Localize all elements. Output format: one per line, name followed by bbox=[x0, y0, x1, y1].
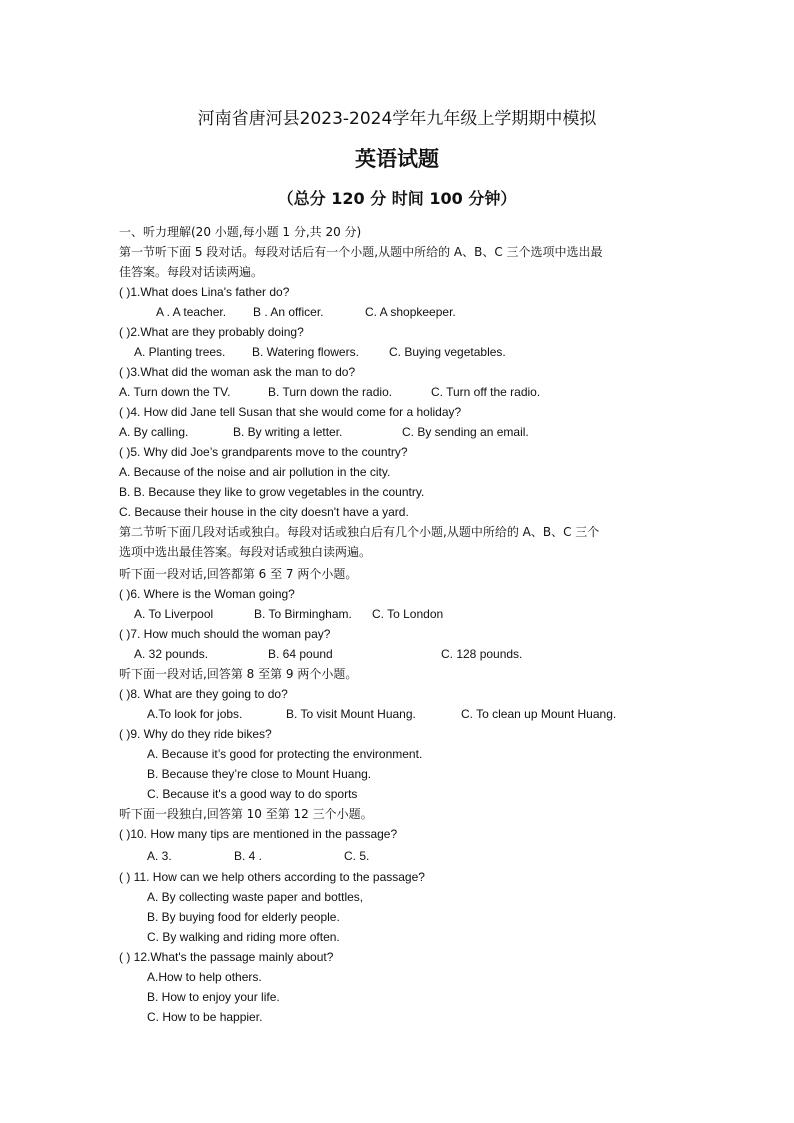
question-stem: ( )3.What did the woman ask the man to do? bbox=[119, 365, 356, 379]
option-a: A . A teacher. bbox=[156, 305, 227, 319]
option-b: B. Because they’re close to Mount Huang. bbox=[147, 767, 372, 781]
question-stem: ( )5. Why did Joe’s grandparents move to the country? bbox=[119, 445, 408, 459]
option-a: A. By calling. bbox=[119, 425, 189, 439]
option-c: C. Because their house in the city doesn't have a yard. bbox=[119, 505, 409, 519]
exam-title: 河南省唐河县2023-2024学年九年级上学期期中模拟 bbox=[197, 109, 597, 129]
question-stem: ( )1.What does Lina's father do? bbox=[119, 285, 290, 299]
lead-in-8-9: 听下面一段对话,回答第 8 至第 9 两个小题。 bbox=[119, 667, 358, 681]
option-c: C. Buying vegetables. bbox=[389, 345, 506, 359]
option-b: B. By buying food for elderly people. bbox=[147, 910, 340, 924]
question-stem: ( )10. How many tips are mentioned in the passage? bbox=[119, 827, 398, 841]
option-b: B. Turn down the radio. bbox=[268, 385, 393, 399]
option-a: A. Planting trees. bbox=[134, 345, 226, 359]
question-stem: ( ) 12.What's the passage mainly about? bbox=[119, 950, 334, 964]
option-a: A.How to help others. bbox=[147, 970, 262, 984]
option-a: A. To Liverpool bbox=[134, 607, 214, 621]
option-c: C. To London bbox=[372, 607, 444, 621]
option-b: B. B. Because they like to grow vegetables in the country. bbox=[119, 485, 425, 499]
part1-instruction-line1: 第一节听下面 5 段对话。每段对话后有一个小题,从题中所给的 A、B、C 三个选项中选出最 bbox=[119, 245, 603, 259]
question-stem: ( )6. Where is the Woman going? bbox=[119, 587, 295, 601]
option-a: A.To look for jobs. bbox=[147, 707, 243, 721]
option-b: B. 64 pound bbox=[268, 647, 333, 661]
option-a: A. 3. bbox=[147, 849, 172, 863]
option-b: B. How to enjoy your life. bbox=[147, 990, 280, 1004]
option-c: C. By walking and riding more often. bbox=[147, 930, 340, 944]
option-c: C. Because it's a good way to do sports bbox=[147, 787, 358, 801]
part1-instruction-line2: 佳答案。每段对话读两遍。 bbox=[119, 265, 264, 279]
option-b: B. To Birmingham. bbox=[254, 607, 352, 621]
option-a: A. Turn down the TV. bbox=[119, 385, 231, 399]
option-a: A. 32 pounds. bbox=[134, 647, 209, 661]
option-c: C. How to be happier. bbox=[147, 1010, 263, 1024]
option-c: C. 128 pounds. bbox=[441, 647, 523, 661]
question-stem: ( )7. How much should the woman pay? bbox=[119, 627, 331, 641]
option-b: B . An officer. bbox=[253, 305, 324, 319]
option-c: C. 5. bbox=[344, 849, 370, 863]
section-heading: 一、听力理解(20 小题,每小题 1 分,共 20 分) bbox=[119, 225, 362, 239]
option-c: C. By sending an email. bbox=[402, 425, 529, 439]
option-a: A. Because of the noise and air pollution in the city. bbox=[119, 465, 391, 479]
subject-title: 英语试题 bbox=[355, 147, 439, 171]
option-a: A. By collecting waste paper and bottles, bbox=[147, 890, 364, 904]
option-b: B. By writing a letter. bbox=[233, 425, 343, 439]
option-c: C. A shopkeeper. bbox=[365, 305, 456, 319]
option-c: C. To clean up Mount Huang. bbox=[461, 707, 617, 721]
option-c: C. Turn off the radio. bbox=[431, 385, 541, 399]
question-stem: ( )8. What are they going to do? bbox=[119, 687, 288, 701]
question-stem: ( )2.What are they probably doing? bbox=[119, 325, 304, 339]
part2-instruction-line1: 第二节听下面几段对话或独白。每段对话或独白后有几个小题,从题中所给的 A、B、C 三个 bbox=[119, 525, 600, 539]
question-stem: ( )4. How did Jane tell Susan that she would come for a holiday? bbox=[119, 405, 462, 419]
option-a: A. Because it’s good for protecting the environment. bbox=[147, 747, 423, 761]
part2-instruction-line2: 选项中选出最佳答案。每段对话或独白读两遍。 bbox=[119, 545, 372, 559]
lead-in-10-12: 听下面一段独白,回答第 10 至第 12 三个小题。 bbox=[119, 807, 373, 821]
option-b: B. Watering flowers. bbox=[252, 345, 359, 359]
question-stem: ( )9. Why do they ride bikes? bbox=[119, 727, 272, 741]
question-stem: ( ) 11. How can we help others according to the passage? bbox=[119, 870, 425, 884]
option-b: B. 4 . bbox=[234, 849, 263, 863]
exam-info: （总分 120 分 时间 100 分钟） bbox=[277, 189, 517, 208]
option-b: B. To visit Mount Huang. bbox=[286, 707, 416, 721]
lead-in-6-7: 听下面一段对话,回答都第 6 至 7 两个小题。 bbox=[119, 567, 358, 581]
